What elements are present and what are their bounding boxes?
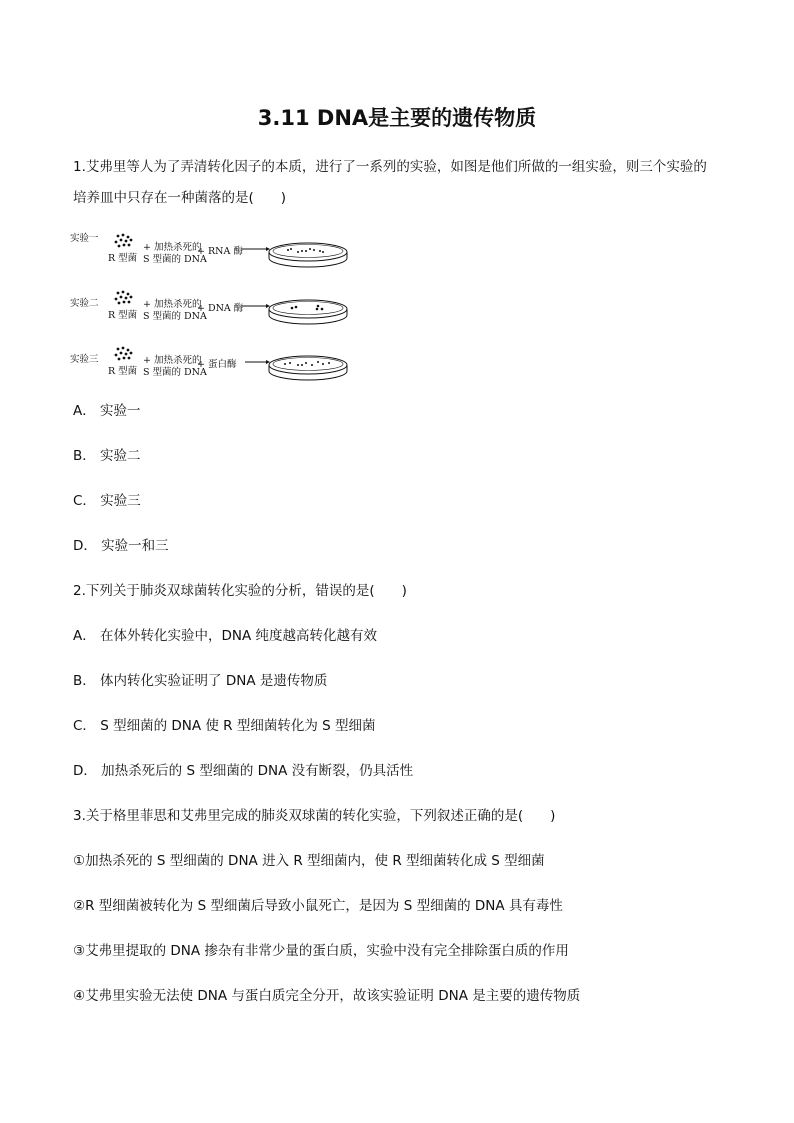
additive-line2: S 型菌的 DNA [143,311,207,322]
bacterium-dot [125,297,128,300]
colony [319,250,321,252]
q2-option-d: D． 加热杀死后的 S 型细菌的 DNA 没有断裂，仍具活性 [73,763,414,779]
bacterium-dot [128,244,131,247]
experiment-label: 实验三 [70,354,99,365]
experiment-2-diagram [70,287,370,327]
bacterium-dot [125,240,128,243]
petri-dish [269,243,347,267]
enzyme-label: + RNA 酶 [197,246,243,257]
colony [297,364,299,366]
experiment-3-diagram [70,343,370,383]
colony [321,308,324,311]
colony [309,248,311,250]
bacterium-dot [120,239,123,242]
r-bacteria-label: R 型菌 [108,310,138,321]
colony [317,361,319,363]
q3-stem: 3.关于格里菲思和艾弗里完成的肺炎双球菌的转化实验，下列叙述正确的是( ) [73,808,556,824]
bacterium-dot [118,358,121,361]
q3-item-3: ③艾弗里提取的 DNA 掺杂有非常少量的蛋白质，实验中没有完全排除蛋白质的作用 [73,943,569,959]
colony [301,250,303,252]
bacterium-dot [130,352,133,355]
colony [322,363,324,365]
q3-item-1: ①加热杀死的 S 型细菌的 DNA 进入 R 型细菌内，使 R 型细菌转化成 S 型细菌 [73,853,545,869]
enzyme-label: + DNA 酶 [197,303,244,314]
additive-line1: + 加热杀死的 [143,299,202,310]
colony [305,250,307,252]
experiment-1-diagram [70,230,370,270]
bacterium-dot [122,234,125,237]
experiment-label: 实验一 [70,233,99,244]
experiment-figure [70,228,370,378]
bacterium-dot [130,296,133,299]
q1-option-a: A． 实验一 [73,403,141,419]
bacterium-dot [123,357,126,360]
bacterium-dot [118,302,121,305]
colony [291,307,294,310]
colony [287,249,289,251]
q2-option-a: A． 在体外转化实验中，DNA 纯度越高转化越有效 [73,628,378,644]
page-title: 3.11 DNA是主要的遗传物质 [257,106,537,130]
bacterium-dot [127,236,130,239]
q3-item-2: ②R 型细菌被转化为 S 型细菌后导致小鼠死亡，是因为 S 型细菌的 DNA 具有毒性 [73,898,563,914]
enzyme-label: + 蛋白酶 [197,359,237,370]
bacterium-dot [122,347,125,350]
bacterium-dot [125,353,128,356]
bacterium-dot [123,244,126,247]
colony [328,362,330,364]
additive-line1: + 加热杀死的 [143,242,202,253]
additive-line2: S 型菌的 DNA [143,254,207,265]
additive-line1: + 加热杀死的 [143,355,202,366]
colony [316,308,319,311]
r-bacteria-label: R 型菌 [108,253,138,264]
bacterium-dot [117,292,120,295]
bacterium-dot [122,291,125,294]
bacterium-dot [115,241,118,244]
bacterium-dot [117,348,120,351]
colony [313,249,315,251]
additive-line2: S 型菌的 DNA [143,367,207,378]
petri-dish [269,356,347,380]
q2-stem: 2.下列关于肺炎双球菌转化实验的分析，错误的是( ) [73,583,407,599]
bacterium-dot [127,349,130,352]
bacterium-dot [117,235,120,238]
q1-stem-line2: 培养皿中只存在一种菌落的是( ) [73,190,287,206]
bacterium-dot [115,354,118,357]
experiment-label: 实验二 [70,298,99,309]
q1-option-d: D． 实验一和三 [73,538,169,554]
q1-stem-line1: 1.艾弗里等人为了弄清转化因子的本质，进行了一系列的实验，如图是他们所做的一组实验，则三个实验的 [73,159,707,175]
bacterium-dot [123,301,126,304]
q1-option-c: C． 实验三 [73,493,141,509]
r-bacteria-label: R 型菌 [108,366,138,377]
q2-option-c: C． S 型细菌的 DNA 使 R 型细菌转化为 S 型细菌 [73,718,376,734]
colony [305,362,307,364]
bacterium-dot [120,296,123,299]
bacterium-dot [128,357,131,360]
q2-option-b: B． 体内转化实验证明了 DNA 是遗传物质 [73,673,328,689]
bacterium-dot [130,239,133,242]
bacterium-dot [127,293,130,296]
bacterium-dot [128,301,131,304]
q3-item-4: ④艾弗里实验无法使 DNA 与蛋白质完全分开，故该实验证明 DNA 是主要的遗传物质 [73,988,581,1004]
q1-option-b: B． 实验二 [73,448,141,464]
bacterium-dot [120,352,123,355]
bacterium-dot [118,245,121,248]
petri-dish [269,300,347,324]
colony [301,364,303,366]
colony [289,362,291,364]
colony [297,251,299,253]
colony [295,306,298,309]
colony [284,363,286,365]
colony [311,364,313,366]
colony [290,248,292,250]
colony [322,251,324,253]
colony [317,305,320,308]
bacterium-dot [115,298,118,301]
